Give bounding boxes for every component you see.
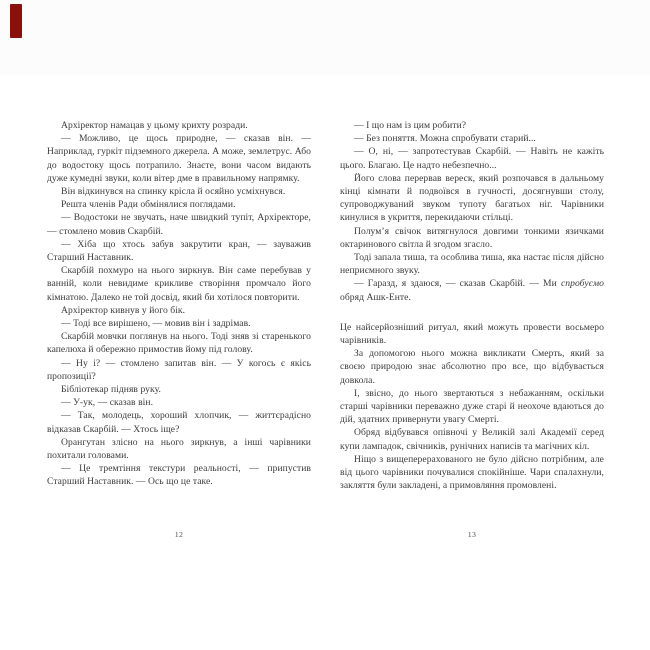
text-run: Тоді запала тиша, та особлива тиша, яка настає після дійсно неприємного звуку. [340, 252, 604, 277]
bookmark-ribbon-icon[interactable] [10, 4, 22, 38]
text-run: — Ну і? — стомлено запитав він. — У когось є якісь пропозиції? [47, 357, 311, 382]
paragraph [340, 145, 604, 171]
paragraph [47, 462, 311, 488]
paragraph [340, 453, 604, 493]
right-page-number: 13 [467, 530, 477, 539]
text-run: — Це тремтіння текстури реальності, — припустив Старший Наставник. — Ось що це таке. [47, 463, 311, 488]
paragraph [340, 172, 604, 225]
text-run: Архіректор кивнув у його бік. [61, 304, 186, 316]
text-run: — Водостоки не звучать, наче швидкий тупіт, Архіректоре, — стомлено мовив Скарбій. [47, 212, 311, 237]
paragraph [340, 251, 604, 277]
paragraph [47, 330, 311, 356]
text-run: Його слова перервав вереск, який розпочався в дальньому кінці кімнати й подвоївся в гучності, досягнувши столу, супроводжуваний звуком тупоту багатьох ніг. Чарівники кинулися в укриття, перекидаючи стільці. [340, 172, 604, 224]
text-run: — О, ні, — запротестував Скарбій. — Навіть не кажіть цього. Благаю. Це надто небезпечно... [340, 146, 604, 171]
paragraph [340, 321, 604, 347]
paragraph [47, 211, 311, 237]
text-run: Обряд відбувався опівночі у Великій залі Академії серед купи лампадок, свічників, рунічних написів та магічних кіл. [340, 427, 604, 452]
text-run: Орангутан злісно на нього зиркнув, а інші чарівники похитали головами. [47, 436, 311, 462]
text-run: Це найсерйозніший ритуал, який можуть провести восьмеро чарівників. [340, 321, 604, 347]
text-run: — У-ук, — сказав він. [61, 397, 154, 409]
text-run: Решта членів Ради обмінялися поглядами. [61, 199, 236, 211]
paragraph [47, 357, 311, 383]
text-run: Ніщо з вищеперерахованого не було дійсно потрібним, але від цього чарівники почувалися спокійніше. Чари спалахнули, закляття були закладені, а примовляння промовлені. [340, 453, 604, 492]
text-run: Полум’я свічок витягнулося довгими тонкими язичками октаринового світла й згодом згасло. [340, 225, 604, 250]
right-page-text [340, 119, 604, 492]
paragraph [47, 238, 311, 264]
text-run: Він відкинувся на спинку крісла й осяйно усміхнувся. [61, 186, 286, 198]
text-run: Скарбій похмуро на нього зиркнув. Він саме перебував у ванній, коли невидиме крикливе створіння промчало його кімнатою. Далеко не той досвід, який би хотілося повторити. [47, 265, 311, 303]
text-run: І, звісно, до нього звертаються з небажанням, оскільки старші чарівники переважно дуже старі й неохоче вдаються до дій, здатних привернути увагу Смерті. [340, 387, 604, 426]
left-page-number: 12 [174, 530, 184, 539]
text-run: — Без поняття. Можна спробувати старий... [354, 133, 536, 145]
text-run: Скарбій мовчки поглянув на нього. Тоді зняв зі старенького капелюха й обережно примостив йому під голову. [47, 331, 311, 356]
text-run: — Хіба що хтось забув закрутити кран, — зауважив Старший Наставник. [47, 238, 311, 264]
text-run: — Тоді все вирішено, — мовив він і задрімав. [61, 318, 251, 330]
paragraph [47, 264, 311, 304]
text-run: — Так, молодець, хороший хлопчик, — життєрадісно відказав Скарбій. — Хтось іще? [47, 410, 311, 435]
paragraph [340, 347, 604, 387]
paragraph [47, 185, 311, 198]
text-run: Бібліотекар підняв руку. [61, 384, 161, 396]
paragraph [340, 426, 604, 452]
page-top-margin [0, 0, 650, 75]
paragraph [47, 198, 311, 211]
paragraph [340, 225, 604, 251]
text-run: обряд Ашк-Енте. [340, 291, 411, 303]
text-run: Архіректор намацав у цьому крихту розради. [61, 120, 248, 131]
paragraph [340, 277, 604, 303]
paragraph [47, 383, 311, 396]
paragraph [340, 132, 604, 145]
paragraph [47, 304, 311, 317]
text-run: — Можливо, це щось природне, — сказав він. — Наприклад, гуркіт підземного джерела. А може, землетрус. Або до водостоку щось потрапило. Знаєте, вони часом видають дуже кумедні звуки, коли вітер дме в правильному напрямку. [47, 133, 311, 184]
paragraph [340, 119, 604, 132]
italic-text-run: спробуємо [560, 278, 604, 290]
paragraph [47, 396, 311, 409]
paragraph [340, 387, 604, 427]
paragraph [47, 119, 311, 132]
left-page-text [47, 119, 311, 489]
text-run: За допомогою нього можна викликати Смерть, який за своєю природою знає абсолютно про все, що відбувається довкола. [340, 348, 604, 386]
paragraph [47, 436, 311, 462]
paragraph [47, 132, 311, 185]
text-run: — Гаразд, я здаюся, — сказав Скарбій. — Ми [354, 278, 561, 290]
text-run: — І що нам із цим робити? [354, 120, 467, 131]
paragraph [47, 409, 311, 435]
paragraph [47, 317, 311, 330]
